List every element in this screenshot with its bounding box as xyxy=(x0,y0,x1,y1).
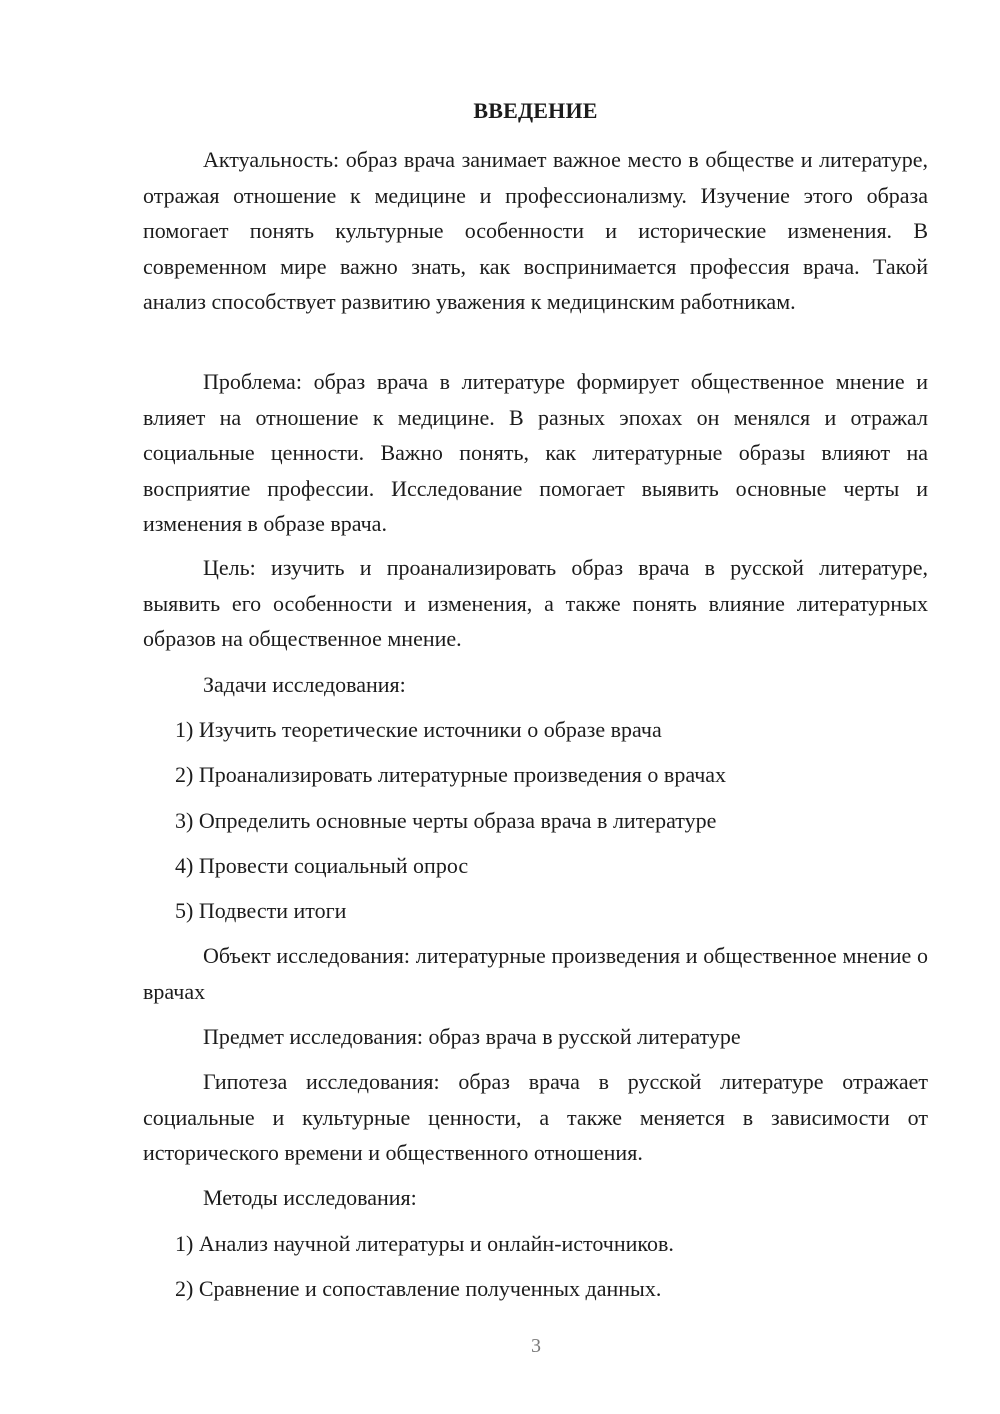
task-item-2: 2) Проанализировать литературные произведения о врачах xyxy=(175,762,727,787)
task-item-1: 1) Изучить теоретические источники о образе врача xyxy=(175,717,662,742)
object-paragraph: Объект исследования: литературные произведения и общественное мнение о врачах xyxy=(143,943,928,1004)
page-title: ВВЕДЕНИЕ xyxy=(473,98,598,123)
task-item-3: 3) Определить основные черты образа врача в литературе xyxy=(175,808,717,833)
relevance-paragraph: Актуальность: образ врача занимает важное место в обществе и литературе, отражая отношение к медицине и профессионализму. Изучение этого образа помогает понять культурные особенности и исторические изменения. В современном мире важно знать, как воспринимается профессия врача. Такой анализ способствует развитию уважения к медицинским работникам. xyxy=(143,147,928,314)
problem-paragraph: Проблема: образ врача в литературе формирует общественное мнение и влияет на отношение к медицине. В разных эпохах он менялся и отражал социальные ценности. Важно понять, как литературные образы влияют на восприятие профессии. Исследование помогает выявить основные черты и изменения в образе врача. xyxy=(143,369,928,536)
subject-paragraph: Предмет исследования: образ врача в русской литературе xyxy=(203,1024,741,1049)
method-item-2: 2) Сравнение и сопоставление полученных данных. xyxy=(175,1276,662,1301)
hypothesis-paragraph: Гипотеза исследования: образ врача в русской литературе отражает социальные и культурные ценности, а также меняется в зависимости от исторического времени и общественного отношения. xyxy=(143,1069,928,1165)
page-number: 3 xyxy=(531,1335,541,1357)
task-item-4: 4) Провести социальный опрос xyxy=(175,853,469,878)
methods-heading: Методы исследования: xyxy=(203,1185,417,1210)
tasks-heading: Задачи исследования: xyxy=(203,672,406,697)
task-item-5: 5) Подвести итоги xyxy=(175,898,347,923)
goal-paragraph: Цель: изучить и проанализировать образ врача в русской литературе, выявить его особенности и изменения, а также понять влияние литературных образов на общественное мнение. xyxy=(143,555,928,651)
method-item-1: 1) Анализ научной литературы и онлайн-источников. xyxy=(175,1231,674,1256)
